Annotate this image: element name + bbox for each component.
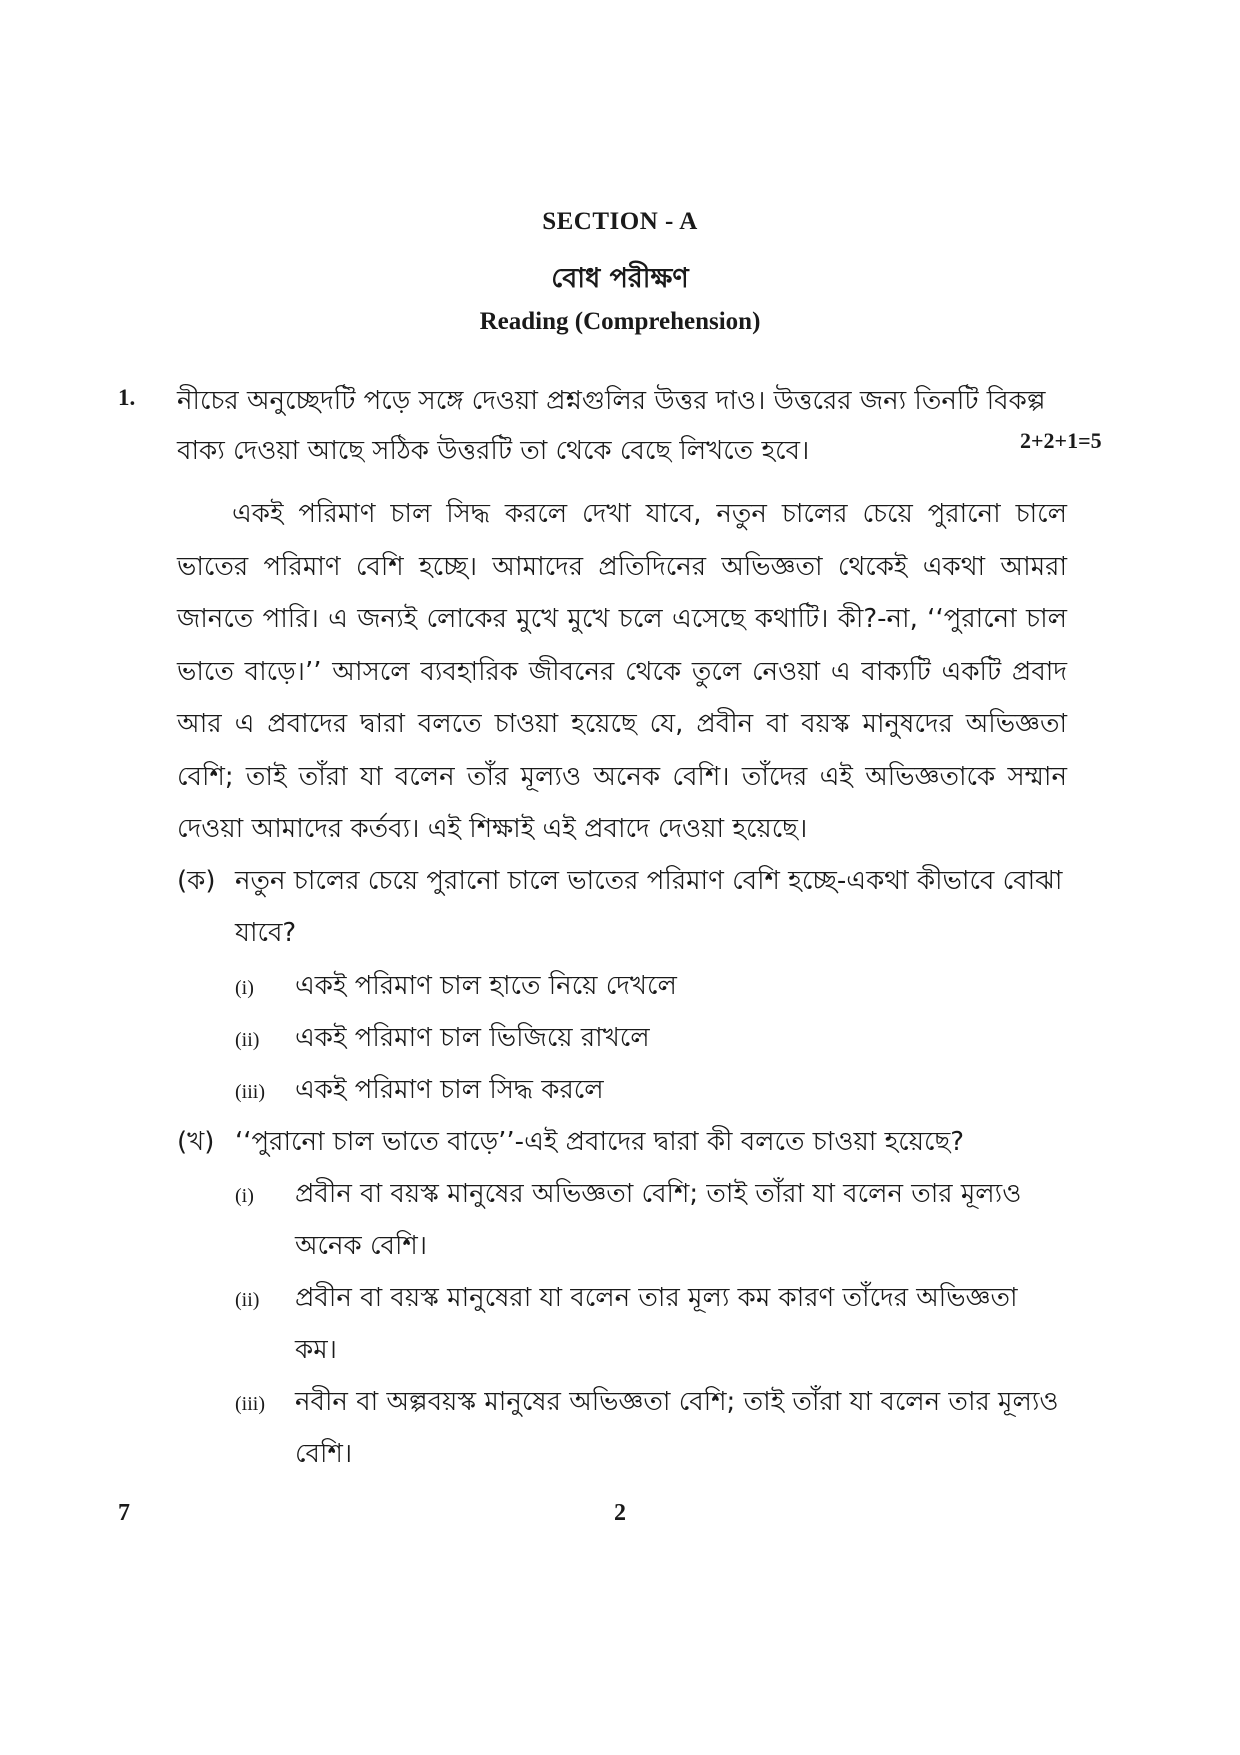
option-text: নবীন বা অল্পবয়স্ক মানুষের অভিজ্ঞতা বেশি; তাই তাঁরা যা বলেন তার মূল্যও বেশি। <box>295 1387 1059 1469</box>
subquestion-kha <box>177 1116 1067 1168</box>
option-roman: (ii) <box>235 1029 260 1051</box>
subquestion-label: (ক) <box>177 866 216 896</box>
option-roman: (i) <box>235 977 254 999</box>
subquestion-ka <box>177 855 1067 948</box>
option-text: প্রবীন বা বয়স্ক মানুষের অভিজ্ঞতা বেশি; তাই তাঁরা যা বলেন তার মূল্যও অনেক বেশি। <box>295 1179 1022 1261</box>
question-instruction: নীচের অনুচ্ছেদটি পড়ে সঙ্গে দেওয়া প্রশ্নগুলির উত্তর দাও। উত্তরের জন্য তিনটি বিকল্প বাক্য দেওয়া আছে সঠিক উত্তরটি তা থেকে বেছে লিখতে হবে। <box>177 386 1046 466</box>
section-title: SECTION - A <box>542 208 698 235</box>
subquestion-text: নতুন চালের চেয়ে পুরানো চালে ভাতের পরিমাণ বেশি হচ্ছে-একথা কীভাবে বোঝা যাবে? <box>235 866 1063 948</box>
option-text: একই পরিমাণ চাল হাতে নিয়ে দেখলে <box>295 971 677 1001</box>
section-heading-bengali: বোধ পরীক্ষণ <box>551 263 689 294</box>
question-marks: 2+2+1=5 <box>1020 428 1102 453</box>
option-text: একই পরিমাণ চাল ভিজিয়ে রাখলে <box>295 1023 650 1053</box>
question-number: 1. <box>118 385 136 410</box>
paper-code: 7 <box>118 1500 130 1526</box>
option-text: একই পরিমাণ চাল সিদ্ধ করলে <box>295 1075 604 1105</box>
subquestion-text: ‘‘পুরানো চাল ভাতে বাড়ে’’-এই প্রবাদের দ্বারা কী বলতে চাওয়া হয়েছে? <box>235 1127 965 1157</box>
comprehension-passage: একই পরিমাণ চাল সিদ্ধ করলে দেখা যাবে, নতুন চালের চেয়ে পুরানো চালে ভাতের পরিমাণ বেশি হচ্ছে। আমাদের প্রতিদিনের অভিজ্ঞতা থেকেই একথা আমরা জানতে পারি। এ জন্যই লোকের মুখে মুখে চলে এসেছে কথাটি। কী?-না, ‘‘পুরানো চাল ভাতে বাড়ে।’’ আসলে ব্যবহারিক জীবনের থেকে তুলে নেওয়া এ বাক্যটি একটি প্রবাদ আর এ প্রবাদের দ্বারা বলতে চাওয়া হয়েছে যে, প্রবীন বা বয়স্ক মানুষদের অভিজ্ঞতা বেশি; তাই তাঁরা যা বলেন তাঁর মূল্যও অনেক বেশি। তাঁদের এই অভিজ্ঞতাকে সম্মান দেওয়া আমাদের কর্তব্য। এই শিক্ষাই এই প্রবাদে দেওয়া হয়েছে। <box>177 499 1067 844</box>
subquestion-label: (খ) <box>177 1127 215 1157</box>
option-text: প্রবীন বা বয়স্ক মানুষেরা যা বলেন তার মূল্য কম কারণ তাঁদের অভিজ্ঞতা কম। <box>295 1283 1018 1365</box>
option-roman: (iii) <box>235 1081 265 1103</box>
section-heading-english: Reading (Comprehension) <box>479 308 761 335</box>
option-roman: (ii) <box>235 1289 260 1311</box>
option-roman: (iii) <box>235 1393 265 1415</box>
page-number: 2 <box>614 1500 626 1526</box>
option-roman: (i) <box>235 1185 254 1207</box>
